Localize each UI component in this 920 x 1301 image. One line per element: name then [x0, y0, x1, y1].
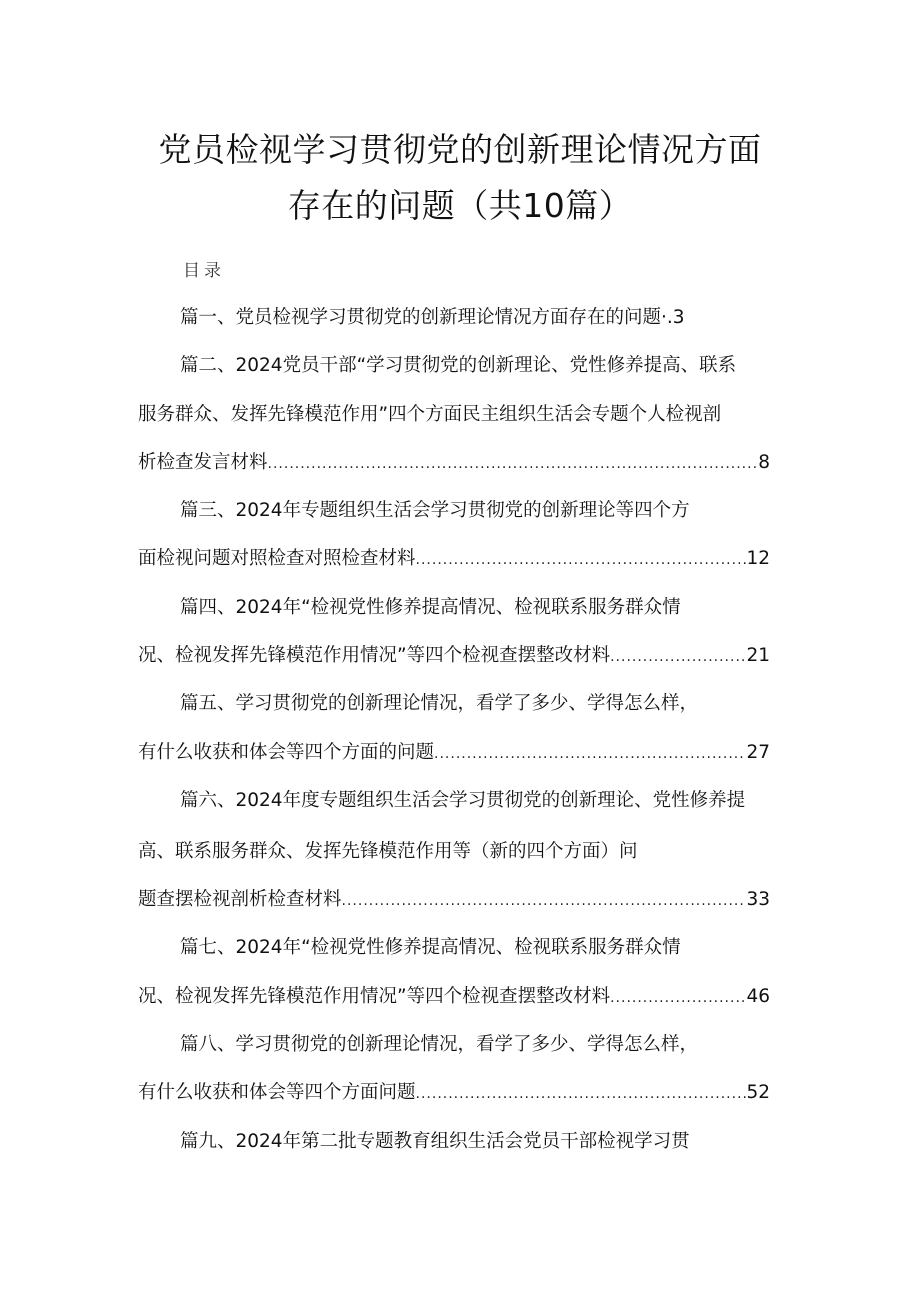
page-number: 33 [746, 889, 770, 910]
toc-entry-6-cont [138, 839, 638, 865]
toc-entry-text: 况、检视发挥先锋模范作用情况”等四个检视查摆整改材料 [138, 986, 611, 1007]
toc-entry-text: 篇四、2024年“检视党性修养提高情况、检视联系服务群众情 [180, 597, 681, 618]
toc-entry-text: 篇二、2024党员干部“学习贯彻党的创新理论、党性修养提高、联系 [180, 355, 737, 376]
toc-entry-text: 况、检视发挥先锋模范作用情况”等四个检视查摆整改材料 [138, 645, 611, 666]
document-title-line-1: 党员检视学习贯彻党的创新理论情况方面 [158, 130, 762, 169]
toc-entry-4[interactable] [180, 595, 681, 621]
toc-entry-text: 篇三、2024年专题组织生活会学习贯彻党的创新理论等四个方 [180, 500, 690, 521]
page-number: 8 [758, 452, 770, 473]
toc-entry-7[interactable] [180, 935, 681, 961]
toc-entry-6-leader [138, 887, 770, 913]
toc-entry-4-leader [138, 643, 770, 669]
toc-entry-3-leader [138, 546, 770, 572]
toc-entry-2-leader [138, 450, 770, 476]
toc-entry-5[interactable] [180, 691, 698, 717]
dot-leader [434, 741, 746, 767]
toc-entry-text: 篇七、2024年“检视党性修养提高情况、检视联系服务群众情 [180, 937, 681, 958]
document-title-line-2: 存在的问题（共10篇） [287, 186, 633, 225]
dot-leader [416, 547, 747, 573]
toc-entry-3[interactable] [180, 498, 690, 524]
dot-leader [416, 1081, 747, 1107]
toc-entry-7-leader [138, 984, 770, 1010]
dot-leader [610, 644, 746, 670]
toc-entry-text: 题查摆检视剖析检查材料 [138, 889, 342, 910]
toc-entry-9[interactable] [180, 1129, 690, 1155]
toc-entry-text: 析检查发言材料 [138, 452, 268, 473]
toc-label: 目录 [183, 261, 225, 281]
toc-entry-text: 面检视问题对照检查对照检查材料 [138, 548, 416, 569]
page-number: 52 [746, 1082, 770, 1103]
toc-entry-text: 高、联系服务群众、发挥先锋模范作用等（新的四个方面）问 [138, 841, 638, 862]
page-number: 27 [746, 742, 770, 763]
page-number: 12 [746, 548, 770, 569]
toc-entry-text: 有什么收获和体会等四个方面的问题 [138, 742, 435, 763]
toc-entry-5-leader [138, 740, 770, 766]
toc-entry-8-leader [138, 1080, 770, 1106]
toc-entry-text: 篇六、2024年度专题组织生活会学习贯彻党的创新理论、党性修养提 [180, 790, 746, 811]
toc-entry-6[interactable] [180, 788, 745, 814]
toc-entry-text: 篇九、2024年第二批专题教育组织生活会党员干部检视学习贯 [180, 1131, 690, 1152]
toc-entry-text: 有什么收获和体会等四个方面问题 [138, 1082, 416, 1103]
page-number: 21 [746, 645, 770, 666]
page-number: 46 [746, 986, 770, 1007]
toc-entry-text: 服务群众、发挥先锋模范作用”四个方面民主组织生活会专题个人检视剖 [138, 404, 722, 425]
toc-entry-text: 篇一、党员检视学习贯彻党的创新理论情况方面存在的问题·.3 [180, 307, 685, 328]
toc-entry-2-cont [138, 402, 721, 428]
dot-leader [610, 985, 746, 1011]
dot-leader [268, 451, 759, 477]
dot-leader [342, 888, 747, 914]
toc-entry-text: 篇八、学习贯彻党的创新理论情况，看学了多少、学得怎么样， [180, 1034, 699, 1055]
toc-entry-2[interactable] [180, 353, 736, 379]
toc-entry-8[interactable] [180, 1032, 698, 1058]
toc-entry-1[interactable] [180, 305, 685, 331]
toc-entry-text: 篇五、学习贯彻党的创新理论情况，看学了多少、学得怎么样， [180, 693, 699, 714]
